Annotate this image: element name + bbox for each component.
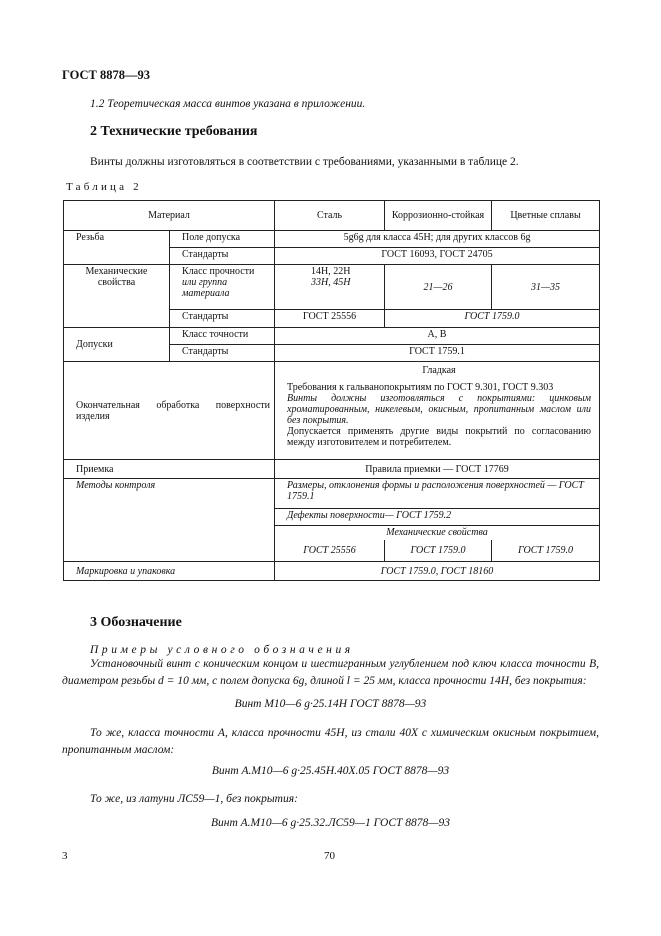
- examples-label: Примеры условного обозначения: [90, 644, 354, 656]
- mech-std-label: Стандарты: [170, 310, 275, 328]
- control-steel: ГОСТ 25556: [275, 540, 385, 562]
- tolerances-std-value: ГОСТ 1759.1: [275, 345, 600, 362]
- control-nonferrous: ГОСТ 1759.0: [492, 540, 600, 562]
- table-row: [64, 328, 600, 345]
- formula-2: Винт А.М10—6 g·25.45Н.40Х.05 ГОСТ 8878—93: [211, 765, 450, 777]
- tolerances-std-label: Стандарты: [170, 345, 275, 362]
- tolerances-class-value: А, В: [275, 328, 600, 345]
- mech-corrosion-value: 21—26: [385, 265, 492, 310]
- section-2-intro: Винты должны изготовляться в соответствии с требованиями, указанными в таблице 2.: [90, 156, 519, 168]
- finish-line2: Требования к гальванопокрытиям по ГОСТ 9.301, ГОСТ 9.303: [287, 382, 554, 393]
- table-2: [63, 200, 600, 581]
- section-2-title: 2 Технические требования: [90, 124, 258, 139]
- table-row: [64, 562, 600, 581]
- mech-name: Механические свойства: [64, 265, 170, 328]
- table-row: [64, 231, 600, 248]
- control-corrosion: ГОСТ 1759.0: [385, 540, 492, 562]
- thread-std-label: Стандарты: [170, 248, 275, 265]
- finish-line1: Гладкая: [422, 365, 456, 376]
- formula-3: Винт А.М10—6 g·25.32.ЛС59—1 ГОСТ 8878—93: [210, 817, 451, 829]
- control-row3: Механические свойства: [275, 526, 600, 540]
- formula-1: Винт М10—6 g·25.14Н ГОСТ 8878—93: [234, 698, 427, 710]
- mech-class-label: [170, 265, 275, 310]
- page-number: 70: [324, 850, 335, 862]
- mech-std-other: ГОСТ 1759.0: [385, 310, 600, 328]
- tolerances-name: Допуски: [64, 328, 170, 362]
- head-material: Материал: [64, 201, 275, 231]
- example-paragraph-3: То же, из латуни ЛС59—1, без покрытия:: [90, 793, 298, 805]
- mech-steel-values: [275, 265, 385, 310]
- control-row2: Дефекты поверхности— ГОСТ 1759.2: [275, 509, 600, 526]
- table-row: [64, 265, 600, 310]
- mech-std-steel: ГОСТ 25556: [275, 310, 385, 328]
- example-paragraph-1: Установочный винт с коническим концом и шестигранным углублением под ключ класса точности В, диаметром резьбы d = 10 мм, с полем допуска 6g, длиной l = 25 мм, класса прочности 14Н, без покрытия:: [62, 658, 599, 687]
- mech-class-label-text: Класс прочности: [182, 266, 255, 277]
- thread-tol-label: Поле допуска: [170, 231, 275, 248]
- document-code: ГОСТ 8878—93: [62, 68, 151, 82]
- finish-name: Окончательная обработка поверхности изделия: [64, 362, 275, 460]
- table-head-row: [64, 201, 600, 231]
- table-row: [64, 362, 600, 460]
- finish-cell: [275, 362, 600, 460]
- thread-tol-value: 5g6g для класса 45Н; для других классов 6g: [275, 231, 600, 248]
- finish-line4: Допускается применять другие виды покрытий по согласованию между изготовителем и потребителем.: [287, 426, 591, 448]
- head-nonferrous: Цветные сплавы: [492, 201, 600, 231]
- finish-line3: Винты должны изготовляться с покрытиями: цинковым хроматированным, никелевым, окисным, пропитанным маслом или без покрытия.: [287, 393, 591, 426]
- marking-name: Маркировка и упаковка: [64, 562, 275, 581]
- tolerances-class-label: Класс точности: [170, 328, 275, 345]
- control-row1: Размеры, отклонения формы и расположения поверхностей — ГОСТ 1759.1: [275, 479, 600, 509]
- head-corrosion: Коррозионно-стойкая: [385, 201, 492, 231]
- acceptance-value: Правила приемки — ГОСТ 17769: [275, 460, 600, 479]
- control-name: Методы контроля: [64, 479, 275, 562]
- footer-left-number: 3: [62, 850, 68, 862]
- table-caption: Таблица 2: [66, 181, 142, 193]
- table-row: [64, 479, 600, 509]
- thread-std-value: ГОСТ 16093, ГОСТ 24705: [275, 248, 600, 265]
- mech-nonferrous-value: 31—35: [492, 265, 600, 310]
- section-3-title: 3 Обозначение: [90, 615, 182, 630]
- mech-steel-line1: 14Н, 22Н: [311, 266, 351, 277]
- item-1-2: 1.2 Теоретическая масса винтов указана в приложении.: [90, 98, 366, 110]
- acceptance-name: Приемка: [64, 460, 275, 479]
- head-steel: Сталь: [275, 201, 385, 231]
- example-paragraph-2: То же, класса точности А, класса прочности 45Н, из стали 40Х с химическим окисным покрытием, пропитанным маслом:: [62, 727, 599, 756]
- mech-steel-line2: 33Н, 45Н: [311, 277, 351, 288]
- mech-class-label-italic: или группа материала: [182, 277, 230, 299]
- marking-value: ГОСТ 1759.0, ГОСТ 18160: [275, 562, 600, 581]
- thread-name: Резьба: [64, 231, 170, 265]
- table-row: [64, 460, 600, 479]
